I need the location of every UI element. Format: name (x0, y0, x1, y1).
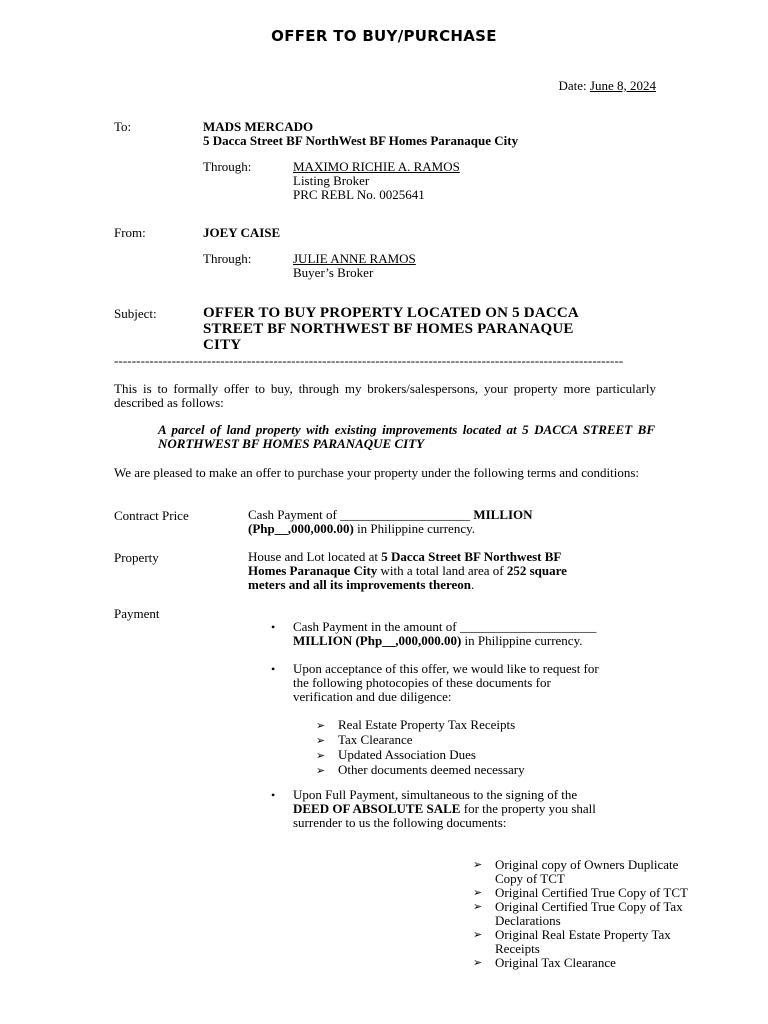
date-value: June 8, 2024 (589, 78, 656, 93)
to-through-label: Through: (203, 159, 252, 174)
payment-item-3-line-3: surrender to us the following documents: (293, 815, 507, 830)
listing-broker-name: MAXIMO RICHIE A. RAMOS (293, 159, 460, 174)
intro-paragraph: This is to formally offer to buy, through my brokers/salespersons, your property more particularly described as follows: (114, 381, 656, 410)
payment-item-1-prefix: Cash Payment in the amount of (293, 619, 457, 634)
list-item: ➢ Original Real Estate Property Tax Receipts (473, 927, 671, 956)
list-item: ➢ Other documents deemed necessary (316, 762, 525, 777)
payment-item-3 (293, 788, 673, 830)
list-item: ➢ Original Certified True Copy of Tax Declarations (473, 899, 683, 928)
property-text (248, 550, 648, 592)
arrow-icon: ➢ (316, 719, 326, 732)
contract-price-blank: ____________________ (340, 507, 471, 522)
property-area-2: meters and all its improvements thereon (248, 577, 472, 592)
list-item: ➢ Original Tax Clearance (473, 955, 616, 970)
arrow-icon: ➢ (316, 764, 326, 777)
list-item: ➢ Original Certified True Copy of TCT (473, 885, 688, 900)
payment-item-3-line-1: Upon Full Payment, simultaneous to the signing of the (293, 787, 578, 802)
payment-item-2-line-3: verification and due diligence: (293, 689, 452, 704)
from-through-label: Through: (203, 251, 252, 266)
list-item: ➢ Tax Clearance (316, 732, 413, 747)
payment-item-1 (293, 620, 673, 648)
payment-label: Payment (114, 606, 160, 621)
property-description: A parcel of land property with existing improvements located at 5 DACCA STREET BF NORTHWEST BF HOMES PARANAQUE CITY (158, 422, 655, 451)
date-label: Date: (558, 78, 587, 93)
subject-label: Subject: (114, 306, 157, 321)
due-diligence-list (316, 718, 525, 778)
surrender-documents-list (433, 858, 698, 970)
arrow-icon: ➢ (473, 956, 483, 969)
property-address-2: Homes Paranaque City (248, 563, 378, 578)
bullet-2: • (271, 662, 276, 676)
list-item: ➢ Updated Association Dues (316, 747, 476, 762)
to-label: To: (114, 119, 132, 134)
recipient-name: MADS MERCADO (203, 119, 314, 134)
contract-price-amount: (Php__,000,000.00) (248, 521, 354, 536)
contract-price-label: Contract Price (114, 508, 189, 523)
property-area-1: 252 square (506, 563, 567, 578)
property-period: . (471, 577, 475, 592)
arrow-icon: ➢ (473, 928, 483, 941)
buyer-broker-name: JULIE ANNE RAMOS (293, 251, 416, 266)
property-label: Property (114, 550, 159, 565)
document-title: OFFER TO BUY/PURCHASE (271, 27, 497, 45)
arrow-icon: ➢ (316, 749, 326, 762)
subject-line-2: STREET BF NORTHWEST BF HOMES PARANAQUE (203, 321, 574, 337)
contract-price-million: MILLION (473, 507, 533, 522)
payment-item-1-amount: MILLION (Php__,000,000.00) (293, 633, 462, 648)
date-line (559, 78, 657, 94)
payment-item-2-line-2: the following photocopies of these documents for (293, 675, 551, 690)
terms-intro: We are pleased to make an offer to purchase your property under the following terms and conditions: (114, 465, 640, 480)
arrow-icon: ➢ (473, 858, 483, 871)
sender-name: JOEY CAISE (203, 225, 281, 240)
list-item: ➢ Original copy of Owners Duplicate Copy of TCT (473, 857, 679, 886)
property-text-1: House and Lot located at (248, 549, 378, 564)
listing-broker-license: PRC REBL No. 0025641 (293, 187, 425, 202)
list-item: ➢ Real Estate Property Tax Receipts (316, 717, 516, 732)
subject-line-3: CITY (203, 337, 242, 353)
contract-price-prefix: Cash Payment of (248, 507, 337, 522)
payment-item-1-blank: _____________________ (459, 619, 597, 634)
payment-item-2-line-1: Upon acceptance of this offer, we would like to request for (293, 661, 599, 676)
property-text-2: with a total land area of (380, 563, 504, 578)
contract-price-suffix: in Philippine currency. (357, 521, 475, 536)
recipient-address: 5 Dacca Street BF NorthWest BF Homes Paranaque City (203, 133, 519, 148)
separator-line: ------------------------------------------------------------------------------------------------------------------- (114, 353, 624, 368)
arrow-icon: ➢ (473, 886, 483, 899)
buyer-broker-role: Buyer’s Broker (293, 265, 374, 280)
property-address-1: 5 Dacca Street BF Northwest BF (381, 549, 562, 564)
from-label: From: (114, 225, 146, 240)
payment-item-2 (293, 662, 673, 704)
deed-of-absolute-sale: DEED OF ABSOLUTE SALE (293, 801, 461, 816)
arrow-icon: ➢ (316, 734, 326, 747)
contract-price-text (248, 508, 648, 536)
payment-item-3-line-2: for the property you shall (463, 801, 596, 816)
bullet-3: • (271, 788, 276, 802)
bullet-1: • (271, 620, 276, 634)
listing-broker-role: Listing Broker (293, 173, 370, 188)
subject-text (203, 305, 653, 353)
subject-line-1: OFFER TO BUY PROPERTY LOCATED ON 5 DACCA (203, 305, 579, 321)
arrow-icon: ➢ (473, 900, 483, 913)
payment-item-1-suffix: in Philippine currency. (464, 633, 583, 648)
